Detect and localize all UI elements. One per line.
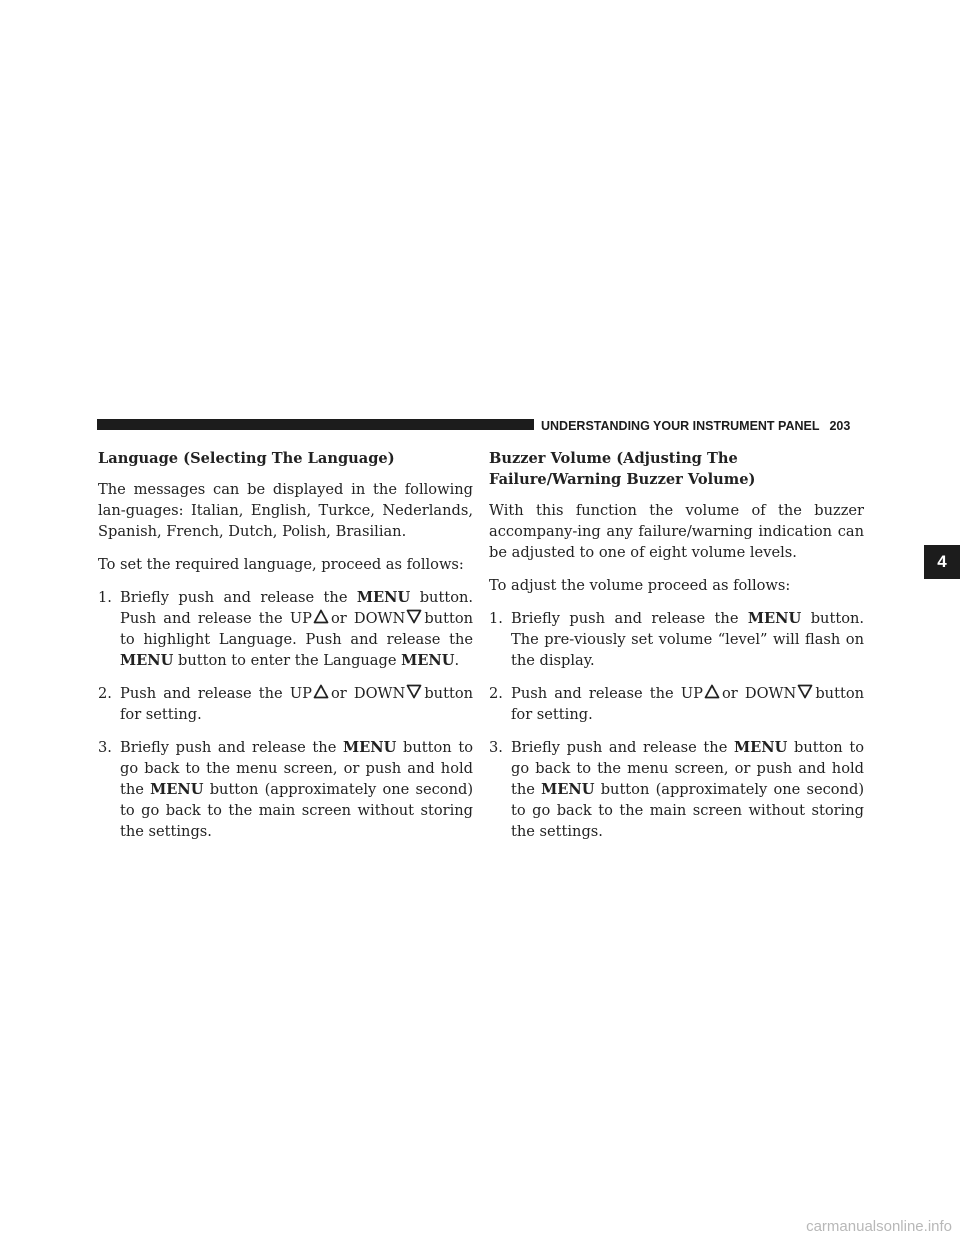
step-text: Briefly push and release the MENU button to go back to the menu screen, or push and hold the MENU button (approximately one second) to go back to the main screen without storing the settings. bbox=[120, 739, 474, 840]
step-text: Push and release the UP or DOWN button for setting. bbox=[511, 685, 864, 723]
language-heading: Language (Selecting The Language) bbox=[98, 450, 395, 467]
down-triangle-icon bbox=[406, 609, 422, 624]
step-number: 1. bbox=[98, 589, 112, 606]
step-number: 1. bbox=[489, 610, 503, 627]
language-step-2 bbox=[98, 683, 473, 725]
page-number: 203 bbox=[829, 419, 851, 433]
buzzer-heading: Buzzer Volume (Adjusting The Failure/Warning Buzzer Volume) bbox=[489, 450, 756, 488]
buzzer-lead: To adjust the volume proceed as follows: bbox=[489, 577, 791, 594]
buzzer-step-2 bbox=[489, 683, 864, 725]
step-number: 3. bbox=[489, 739, 503, 756]
step-text: Push and release the UP or DOWN button for setting. bbox=[120, 685, 473, 723]
language-intro: The messages can be displayed in the following lan-guages: Italian, English, Turkce, Nederlands, Spanish, French, Dutch, Polish, Brasilian. bbox=[98, 481, 473, 540]
running-header bbox=[541, 419, 850, 433]
header-title: UNDERSTANDING YOUR INSTRUMENT PANEL bbox=[541, 419, 820, 433]
watermark: carmanualsonline.info bbox=[806, 1218, 952, 1235]
up-triangle-icon bbox=[313, 684, 329, 699]
step-number: 2. bbox=[489, 685, 503, 702]
step-text: Briefly push and release the MENU button. Push and release the UP or DOWN button to highlight Language. Push and release the MENU button to enter the Language MENU. bbox=[120, 589, 474, 669]
buzzer-step-3 bbox=[489, 737, 864, 842]
up-triangle-icon bbox=[313, 609, 329, 624]
step-number: 3. bbox=[98, 739, 112, 756]
language-lead: To set the required language, proceed as follows: bbox=[98, 556, 464, 573]
step-text: Briefly push and release the MENU button. The pre-viously set volume “level” will flash on the display. bbox=[511, 610, 865, 669]
language-step-1 bbox=[98, 587, 473, 671]
step-text: Briefly push and release the MENU button to go back to the menu screen, or push and hold the MENU button (approximately one second) to go back to the main screen without storing the settings. bbox=[511, 739, 865, 840]
header-rule bbox=[97, 419, 534, 430]
buzzer-step-1 bbox=[489, 608, 864, 671]
left-column bbox=[98, 448, 473, 854]
down-triangle-icon bbox=[797, 684, 813, 699]
chapter-tab: 4 bbox=[924, 545, 960, 579]
buzzer-intro: With this function the volume of the buzzer accompany-ing any failure/warning indication can be adjusted to one of eight volume levels. bbox=[489, 502, 864, 561]
down-triangle-icon bbox=[406, 684, 422, 699]
step-number: 2. bbox=[98, 685, 112, 702]
right-column bbox=[489, 448, 864, 854]
up-triangle-icon bbox=[704, 684, 720, 699]
language-step-3 bbox=[98, 737, 473, 842]
